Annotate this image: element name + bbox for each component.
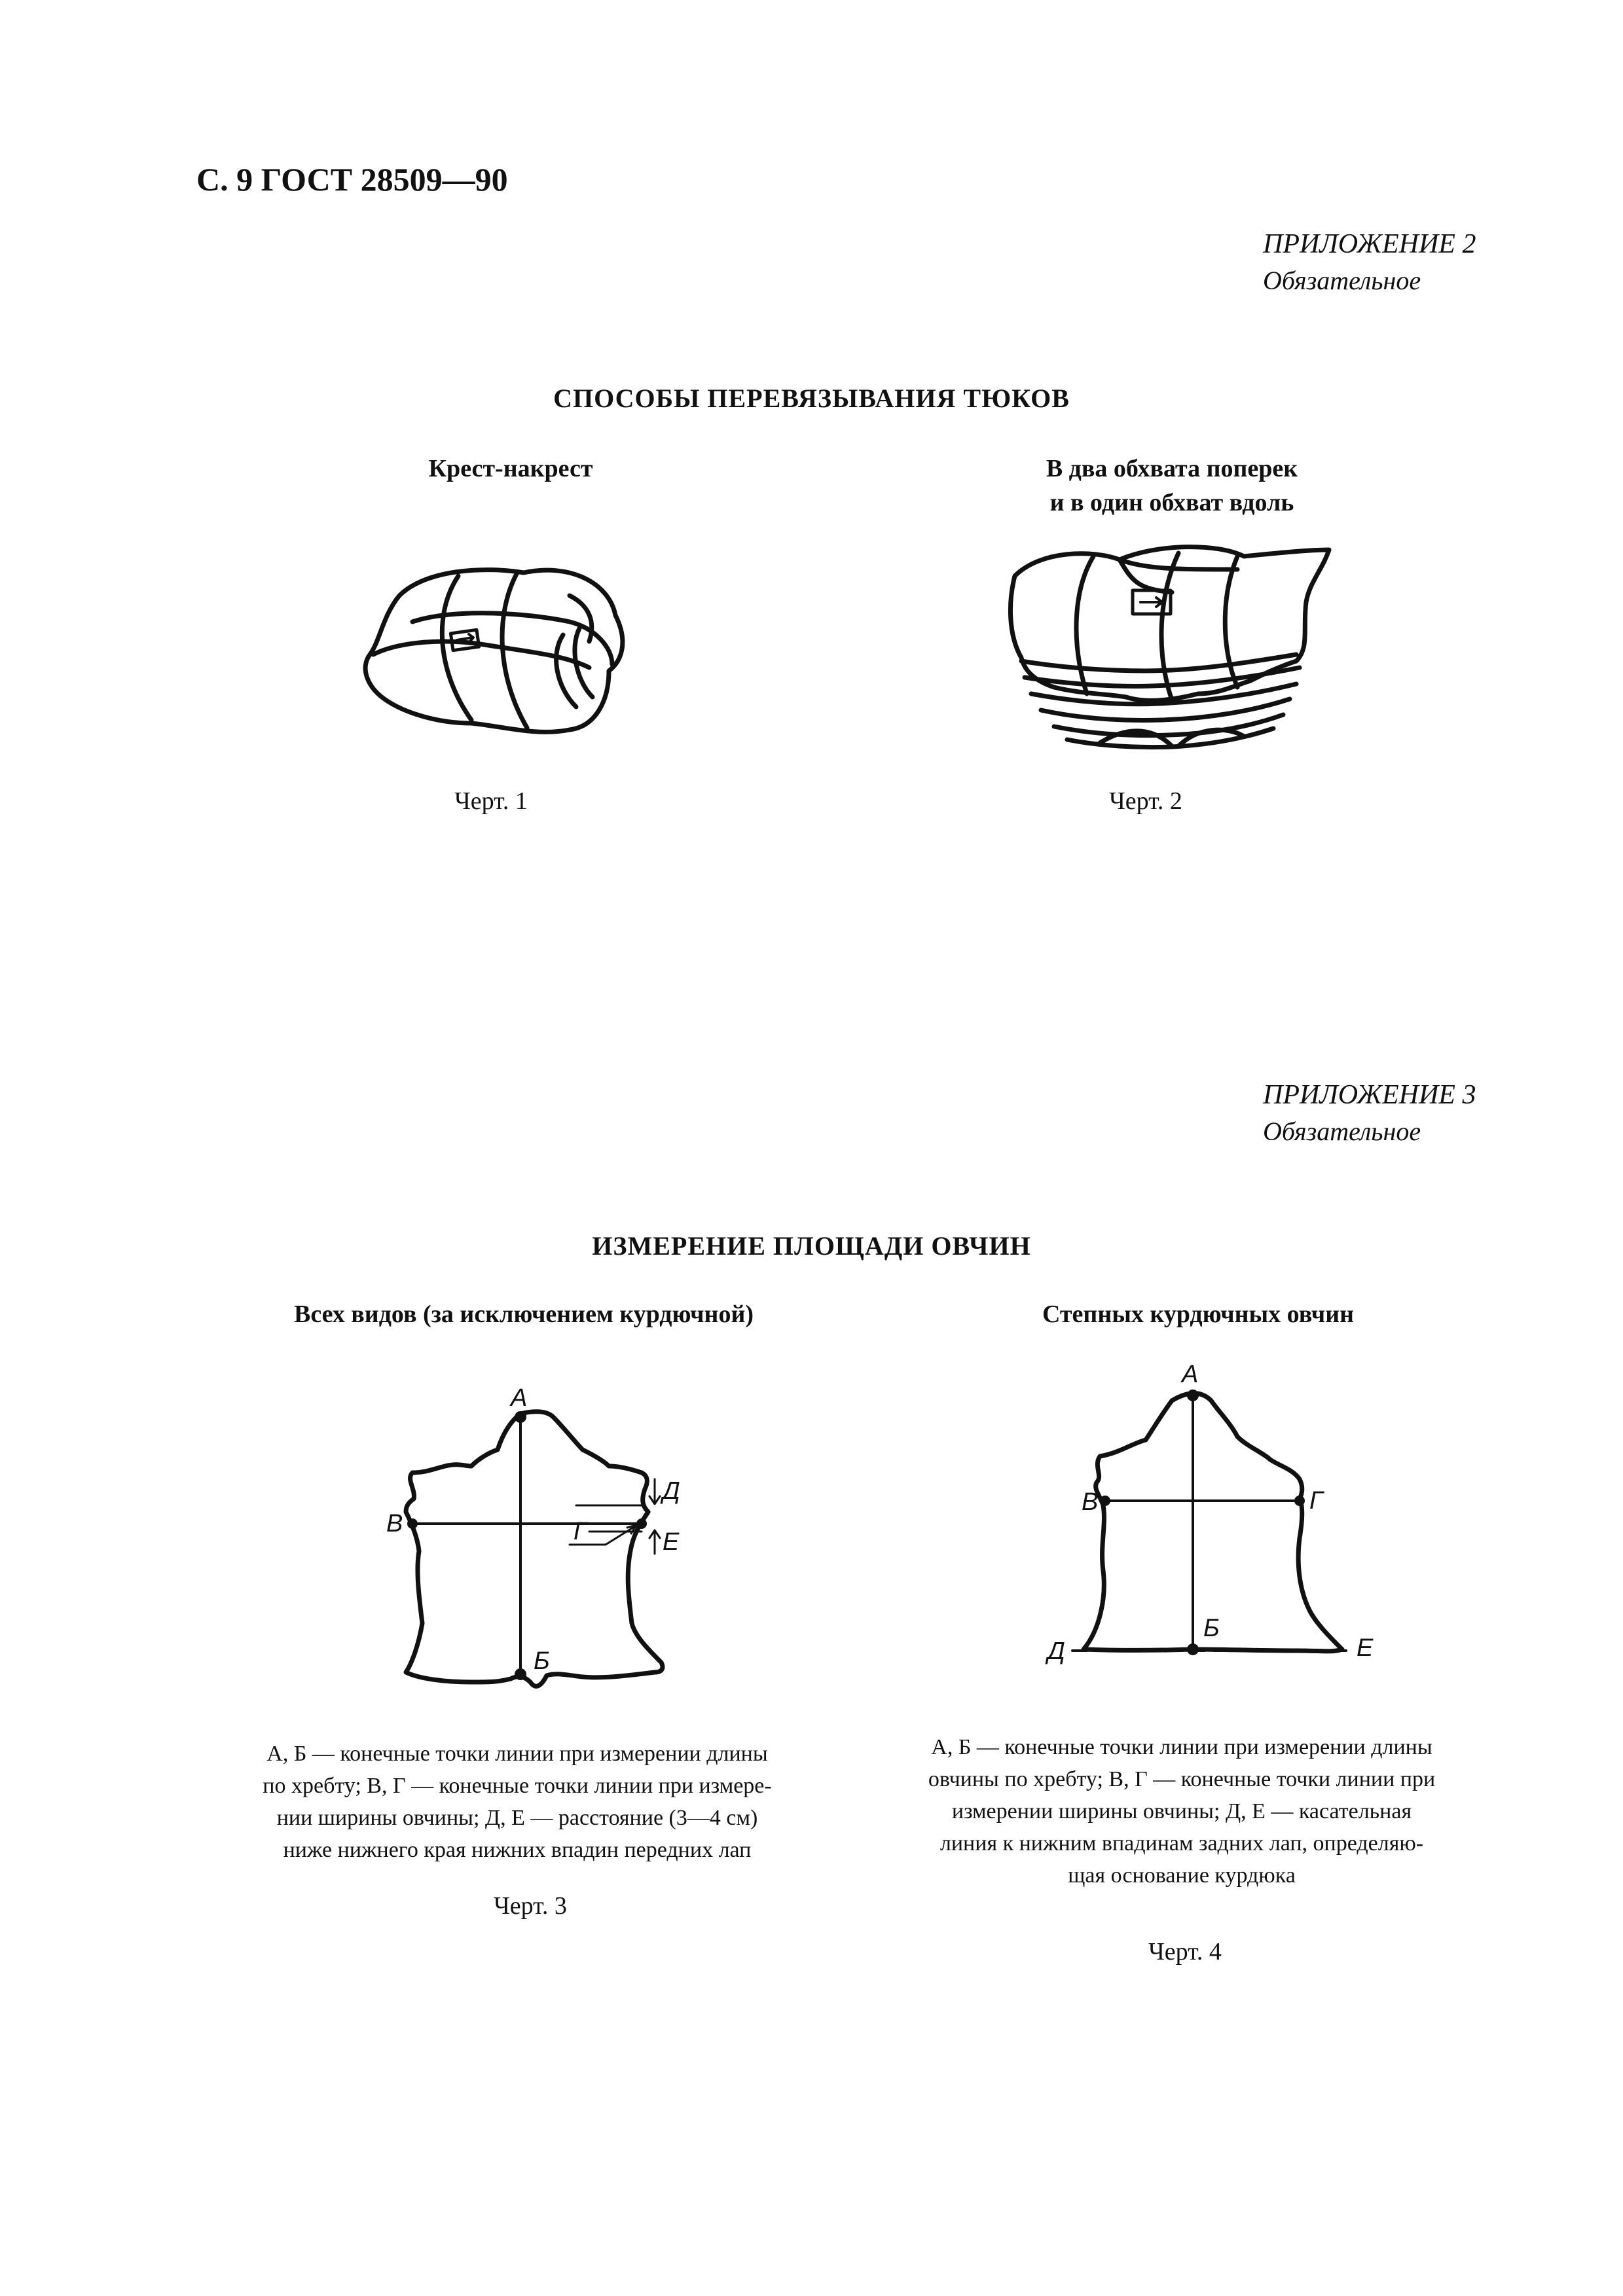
chert-4-point-d: Д (1048, 1638, 1065, 1665)
chert-3-point-d: Д (663, 1477, 680, 1505)
chert-3-legend-line: ниже нижнего края нижних впадин передних лап (283, 1838, 752, 1862)
chert-4-point-b: Б (1203, 1615, 1220, 1642)
chert-1-subtitle: Крест-накрест (428, 455, 593, 482)
chert-2-subtitle (936, 452, 1408, 520)
chert-3-legend-line: по хребту; В, Г — конечные точки линии при измере- (263, 1774, 772, 1798)
sheepskin-fat-tailed-drawing (1021, 1348, 1388, 1689)
appendix-3-status: Обязательное (1263, 1117, 1421, 1146)
chert-4-legend-line: щая основание курдюка (1068, 1863, 1296, 1888)
chert-4-legend-line: А, Б — конечные точки линии при измерении длины (931, 1735, 1432, 1759)
chert-4-caption: Черт. 4 (1148, 1938, 1222, 1965)
chert-1-caption: Черт. 1 (454, 787, 528, 815)
chert-4-subtitle: Степных курдючных овчин (1042, 1300, 1355, 1328)
appendix-2-title: СПОСОБЫ ПЕРЕВЯЗЫВАНИЯ ТЮКОВ (553, 384, 1070, 413)
chert-2-caption: Черт. 2 (1109, 787, 1182, 815)
appendix-2-label: ПРИЛОЖЕНИЕ 2 (1263, 229, 1476, 259)
chert-3-point-a: А (511, 1384, 528, 1412)
appendix-2-label-block (1263, 226, 1479, 299)
bale-cross-drawing (354, 556, 642, 753)
chert-3-point-e: Е (663, 1528, 680, 1556)
chert-3-point-v: В (386, 1510, 403, 1537)
appendix-2-status: Обязательное (1263, 266, 1421, 295)
chert-3-subtitle: Всех видов (за исключением курдючной) (294, 1300, 754, 1328)
chert-4-legend-line: овчины по хребту; В, Г — конечные точки линии при (928, 1767, 1436, 1791)
bale-stack-drawing (1002, 530, 1342, 753)
chert-3-legend (223, 1738, 812, 1866)
chert-4-legend-line: измерении ширины овчины; Д, Е — касательная (951, 1799, 1412, 1823)
chert-3-point-b: Б (534, 1647, 550, 1675)
sheepskin-general-drawing (367, 1374, 733, 1715)
chert-4-point-e: Е (1357, 1634, 1374, 1662)
chert-4-point-v: В (1082, 1488, 1099, 1516)
chert-2-subtitle-line-1: В два обхвата поперек (1046, 455, 1298, 482)
chert-4-point-a: А (1182, 1361, 1199, 1388)
appendix-3-title: ИЗМЕРЕНИЕ ПЛОЩАДИ ОВЧИН (592, 1231, 1031, 1261)
chert-3-caption: Черт. 3 (494, 1892, 567, 1920)
page-header: С. 9 ГОСТ 28509—90 (196, 161, 508, 198)
appendix-3-label: ПРИЛОЖЕНИЕ 3 (1263, 1080, 1476, 1110)
appendix-3-label-block (1263, 1077, 1479, 1150)
chert-3-legend-line: нии ширины овчины; Д, Е — расстояние (3—4 см) (276, 1806, 758, 1830)
chert-3-point-g: Г (574, 1518, 587, 1545)
chert-3-legend-line: А, Б — конечные точки линии при измерении длины (266, 1742, 768, 1766)
chert-4-legend (877, 1731, 1486, 1892)
chert-4-legend-line: линия к нижним впадинам задних лап, определяю- (939, 1831, 1424, 1856)
chert-2-subtitle-line-2: и в один обхват вдоль (1049, 489, 1294, 516)
chert-4-point-g: Г (1309, 1487, 1323, 1515)
